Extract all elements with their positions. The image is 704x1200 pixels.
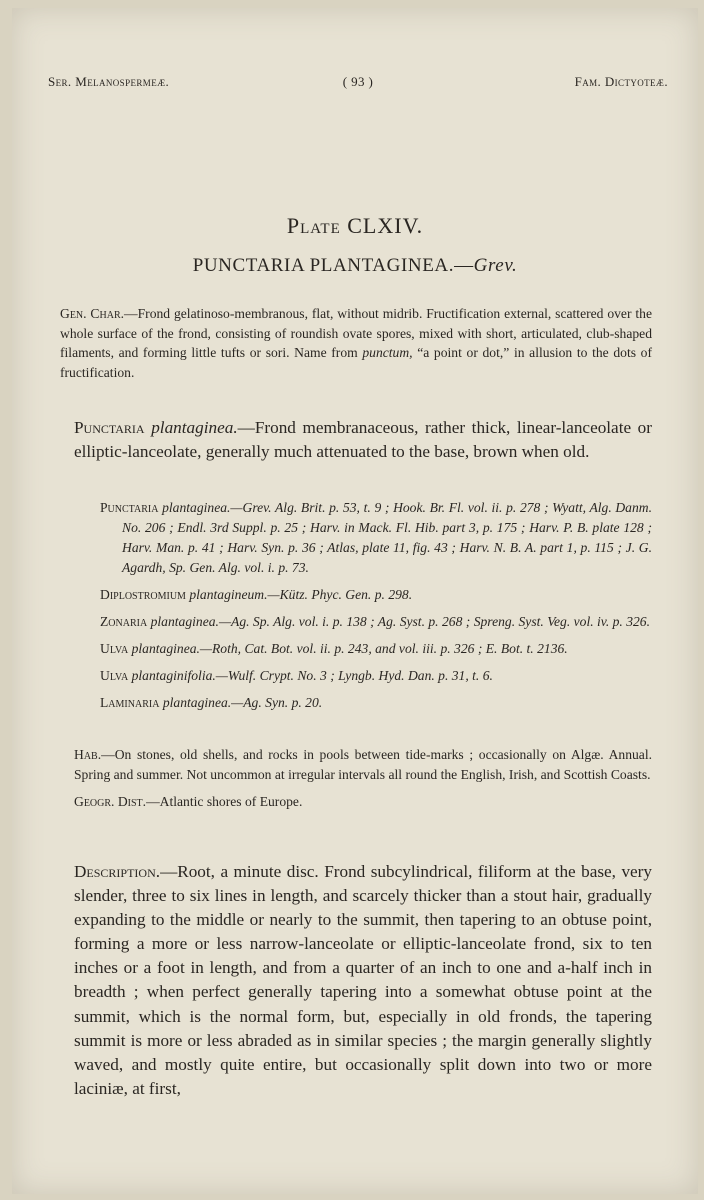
header-series: Ser. Melanospermeæ. bbox=[48, 74, 170, 89]
synonym-genus: Ulva bbox=[100, 668, 129, 683]
geographic-distribution bbox=[74, 792, 652, 812]
synonym-genus: Diplostromium bbox=[100, 587, 186, 602]
species-title bbox=[12, 255, 698, 277]
habitat-label: Hab. bbox=[74, 747, 102, 762]
plate-title: Plate CLXIV. bbox=[286, 213, 424, 238]
habitat-text: —On stones, old shells, and rocks in pools between tide-marks ; occasionally on Algæ. Annual. Spring and summer. Not uncommon at irregular intervals all round the English, Irish, and Scottish Coasts. bbox=[74, 747, 652, 782]
synonym-citation: plantagineum.—Kütz. Phyc. Gen. p. 298. bbox=[189, 587, 413, 602]
geogr-text: —Atlantic shores of Europe. bbox=[146, 794, 303, 809]
page-number: ( 93 ) bbox=[342, 74, 374, 89]
species-name: PUNCTARIA PLANTAGINEA.— bbox=[192, 255, 474, 276]
geogr-label: Geogr. Dist. bbox=[74, 794, 147, 809]
generic-character bbox=[60, 304, 652, 382]
synonym-genus: Punctaria bbox=[100, 500, 159, 515]
diagnosis-species: plantaginea. bbox=[151, 418, 238, 437]
synonym-genus: Ulva bbox=[100, 641, 129, 656]
species-diagnosis bbox=[74, 416, 652, 464]
gen-char-label: Gen. Char. bbox=[60, 306, 125, 321]
synonym-entry bbox=[100, 612, 652, 632]
description-text: —Root, a minute disc. Frond subcylindrical, filiform at the base, very slender, three to six lines in length, and scarcely thicker than a stout hair, gradually expanding to the middle or nearly to the summit, then tapering to an obtuse point, forming a more or less narrow-lanceolate or elliptic-lanceolate frond, six to ten inches or a foot in length, and from a quarter of an inch to one and a-half inch in breadth ; when perfect generally tapering into a somewhat obtuse point at the summit, which is the normal form, but, especially in old fronds, the tapering summit is more or less abraded as in similar species ; the margin generally slightly waved, and mostly quite entire, but occasionally split down into two or more laciniæ, at first, bbox=[74, 862, 652, 1098]
synonym-citation: plantaginea.—Grev. Alg. Brit. p. 53, t. 9 ; Hook. Br. Fl. vol. ii. p. 278 ; Wyatt, Alg. Danm. No. 206 ; Endl. 3rd Suppl. p. 25 ; Harv. in Mack. Fl. Hib. part 3, p. 175 ; Harv. P. B. plate 128 ; Harv. Man. p. 41 ; Harv. Syn. p. 36 ; Atlas, plate 11, fig. 43 ; Harv. N. B. A. part 1, p. 115 ; J. G. Agardh, Sp. Gen. Alg. vol. i. p. 73. bbox=[122, 500, 652, 575]
gen-char-text-end: “a point or dot,” in allusion to the dots of fructification. bbox=[60, 345, 652, 380]
book-page bbox=[12, 8, 698, 1194]
species-author: Grev. bbox=[473, 255, 518, 276]
habitat-section bbox=[74, 745, 652, 819]
synonym-entry bbox=[100, 585, 652, 605]
synonym-entry bbox=[100, 639, 652, 659]
description-paragraph bbox=[74, 860, 652, 1101]
synonym-entry bbox=[100, 693, 652, 713]
diagnosis-genus: Punctaria bbox=[74, 418, 145, 437]
habitat bbox=[74, 745, 652, 785]
synonym-citation: plantaginea.—Roth, Cat. Bot. vol. ii. p. 243, and vol. iii. p. 326 ; E. Bot. t. 2136. bbox=[131, 641, 568, 656]
synonym-entry bbox=[100, 498, 652, 578]
synonym-genus: Laminaria bbox=[100, 695, 160, 710]
header-family: Fam. Dictyoteæ. bbox=[574, 74, 668, 89]
synonym-genus: Zonaria bbox=[100, 614, 148, 629]
gen-char-text: —Frond gelatinoso-membranous, flat, without midrib. Fructification external, scattered over the whole surface of the frond, consisting of roundish ovate spores, mixed with short, articulated, club-shaped filaments, and forming little tufts or sori. Name from bbox=[60, 306, 652, 361]
synonym-citation: plantaginifolia.—Wulf. Crypt. No. 3 ; Lyngb. Hyd. Dan. p. 31, t. 6. bbox=[131, 668, 493, 683]
synonymy-list bbox=[100, 498, 652, 720]
synonym-entry bbox=[100, 666, 652, 686]
diagnosis-text: —Frond membranaceous, rather thick, linear-lanceolate or elliptic-lanceolate, generally much attenuated to the base, brown when old. bbox=[74, 418, 652, 461]
description-label: Description. bbox=[74, 862, 161, 881]
running-header bbox=[48, 74, 668, 94]
synonym-citation: plantaginea.—Ag. Sp. Alg. vol. i. p. 138 ; Ag. Syst. p. 268 ; Spreng. Syst. Veg. vol. iv. p. 326. bbox=[150, 614, 650, 629]
synonym-citation: plantaginea.—Ag. Syn. p. 20. bbox=[162, 695, 323, 710]
gen-char-term: punctum, bbox=[362, 345, 413, 361]
